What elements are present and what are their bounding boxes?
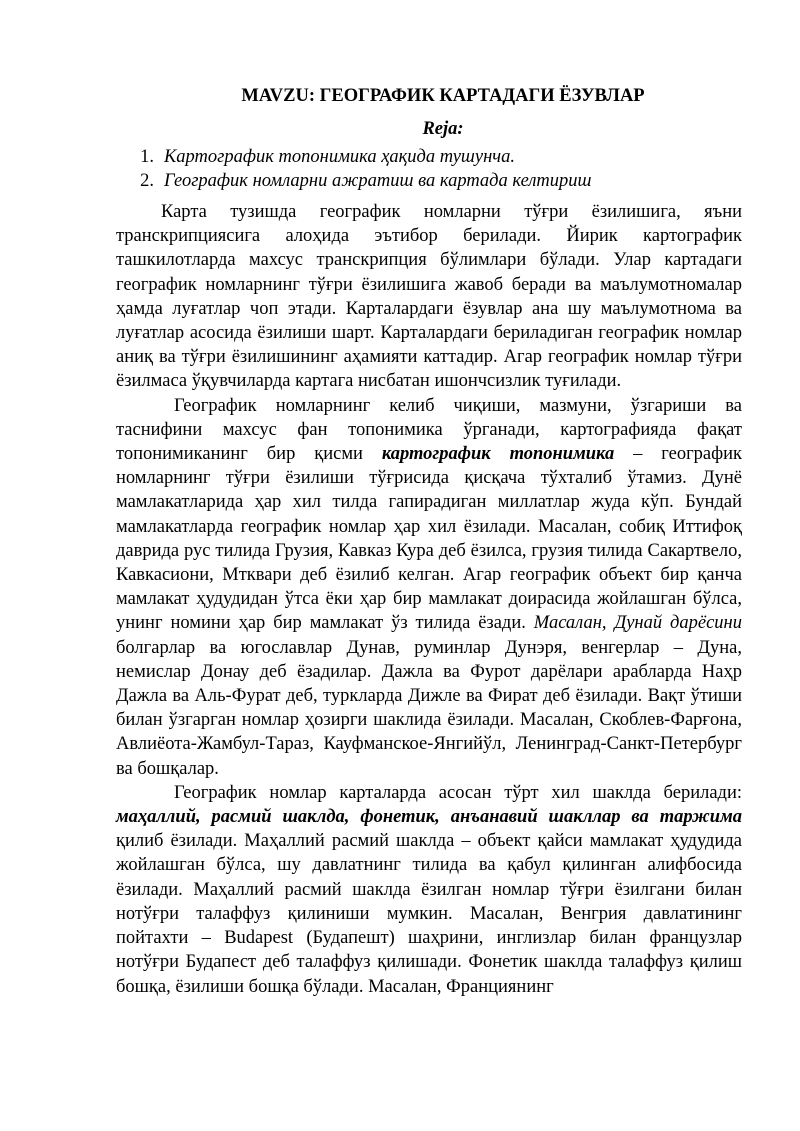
emphasis-term: картографик топонимика (381, 444, 615, 465)
plan-item-text: Картографик топонимика ҳақида тушунча. (164, 147, 515, 167)
emphasis-term: маҳаллий, расмий шаклда, фонетик, анъанавий шакллар ва таржима (116, 807, 742, 828)
paragraph-text: қилиб ёзилади. Маҳаллий расмий шаклда – объект қайси мамлакат ҳудудида жойлашган бўлса, шу давлатнинг тилида ва қабул қилинган алифбосида ёзилади. Маҳаллий расмий шаклда ёзилган номлар тўғри ёзилгани билан нотўғри талаффуз қилиниши мумкин. Масалан, Венгрия давлатининг пойтахти – Budapest (Будапешт) шаҳрини, инглизлар билан французлар нотўғри Будапест деб талаффуз қилишади. Фонетик шаклда талаффуз қилиш бошқа, ёзилиши бошқа бўлади. Масалан, Франциянинг (116, 831, 742, 997)
plan-heading: Reja: (422, 119, 464, 139)
paragraph-toponymy (116, 394, 742, 781)
plan-list (116, 145, 742, 193)
page-title: MAVZU: ГЕОГРАФИК КАРТАДАГИ ЁЗУВЛАР (241, 86, 645, 106)
plan-item-number: 1. (140, 147, 154, 167)
plan-item-text: Географик номларни ажратиш ва картада келтириш (164, 171, 592, 191)
paragraph-text: – географик номларнинг тўғри ёзилиши тўғрисида қисқача тўхталиб ўтамиз. Дунё мамлакатларида ҳар хил тилда гапирадиган миллатлар жуда кўп. Бундай мамлакатларда географик номлар ҳар хил ёзилади. Масалан, собиқ Иттифоқ даврида рус тилида Грузия, Кавказ Кура деб ёзилса, грузия тилида Сакартвело, Кавкасиони, Мтквари деб ёзилиб келган. Агар географик объект бир қанча мамлакат ҳудудидан ўтса ёки ҳар бир мамлакат доирасида жойлашган бўлса, унинг номини ҳар бир мамлакат ўз тилида ёзади. (116, 444, 742, 634)
paragraph-text: Географик номларнинг келиб чиқиши, мазмуни, ўзгариши ва таснифини махсус фан топонимика ўрганади, картографияда фақат топонимиканинг бир қисми (116, 395, 742, 465)
emphasis-example: Масалан, Дунай дарёсини (533, 613, 742, 634)
paragraph-intro: Карта тузишда географик номларни тўғри ёзилишига, яъни транскрипциясига алоҳида эътибор берилади. Йирик картографик ташкилотларда махсус транскрипция бўлимлари бўлади. Улар картадаги географик номларнинг тўғри ёзилишига жавоб беради ва маълумотномалар ҳамда луғатлар чоп этади. Карталардаги ёзувлар ана шу маълумотнома ва луғатлар асосида ёзилиши шарт. Карталардаги бериладиган географик номлар аниқ ва тўғри ёзилишининг аҳамияти каттадир. Агар географик номлар тўғри ёзилмаса ўқувчиларда картага нисбатан ишончсизлик туғилади. (116, 202, 742, 392)
plan-item (116, 169, 742, 193)
paragraph-forms (116, 781, 742, 999)
paragraph-text: Географик номлар карталарда асосан тўрт хил шаклда берилади: (174, 782, 742, 803)
paragraph-text: болгарлар ва югославлар Дунав, руминлар Дунэря, венгерлар – Дуна, немислар Донау деб ёзадилар. Дажла ва Фурот дарёлари арабларда Наҳр Дажла ва Аль-Фурат деб, туркларда Дижле ва Фират деб ёзилади. Вақт ўтиши билан ўзгарган номлар ҳозирги шаклида ёзилади. Масалан, Скоблев-Фарғона, Авлиёота-Жамбул-Тараз, Кауфманское-Янгийўл, Ленинград-Санкт-Петербург ва бошқалар. (116, 637, 742, 779)
document-page (116, 84, 742, 999)
plan-item (116, 145, 742, 169)
plan-item-number: 2. (140, 171, 154, 191)
